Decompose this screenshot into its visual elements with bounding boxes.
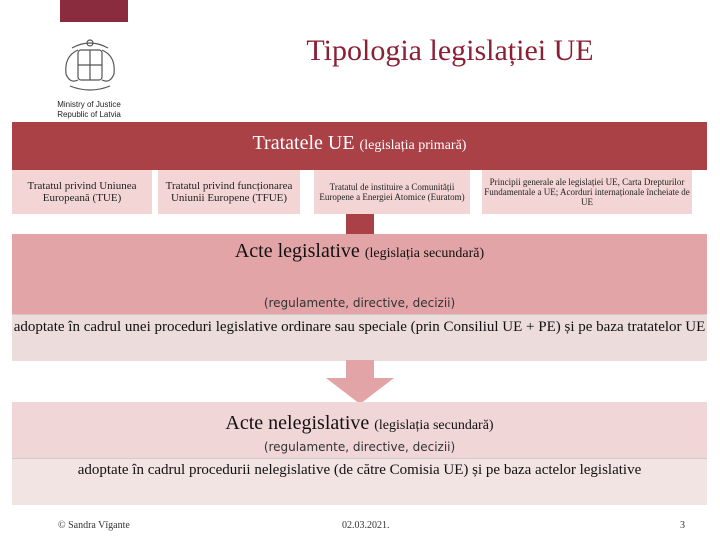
nonlegislative-description: adoptate în cadrul procedurii nelegislative (de către Comisia UE) și pe baza actelor legislative <box>77 462 642 478</box>
down-arrow-shaft-1 <box>346 214 374 234</box>
org-line-2: Republic of Latvia <box>57 110 121 119</box>
treaty-box-label: Principii generale ale legislației UE, Carta Drepturilor Fundamentale a UE; Acorduri internaționale încheiate de UE <box>484 177 690 207</box>
treaty-box-label: Tratatul privind funcționarea Uniunii Europene (TFUE) <box>165 180 293 204</box>
primary-legislation-heading <box>12 132 707 155</box>
legislative-acts-heading <box>12 240 707 263</box>
primary-subtitle: (legislația primară) <box>359 138 467 153</box>
treaty-box-label: Tratatul de instituire a Comunității Europene a Energiei Atomice (Euratom) <box>319 182 465 202</box>
treaty-box-principles <box>482 170 692 214</box>
nonlegislative-types: (regulamente, directive, decizii) <box>263 440 456 454</box>
primary-title: Tratatele UE <box>252 132 355 154</box>
nonlegislative-title: Acte nelegislative <box>225 412 370 434</box>
organization-name <box>34 100 144 120</box>
treaty-box-tfue <box>158 170 300 214</box>
page-title: Tipologia legislației UE <box>306 34 594 67</box>
down-arrow-shaft-2 <box>346 360 374 378</box>
legislative-subtitle: (legislația secundară) <box>364 246 485 261</box>
legislative-types: (regulamente, directive, decizii) <box>263 296 456 310</box>
legislative-title: Acte legislative <box>234 240 360 262</box>
org-line-1: Ministry of Justice <box>57 100 121 109</box>
down-arrow-icon-2 <box>326 378 394 404</box>
treaty-box-label: Tratatul privind Uniunea Europeană (TUE) <box>27 180 137 204</box>
treaty-box-euratom <box>314 170 470 214</box>
nonlegislative-subtitle: (legislația secundară) <box>374 418 494 433</box>
footer-date: 02.03.2021. <box>342 520 390 531</box>
nonlegislative-acts-heading <box>12 412 707 435</box>
page-number: 3 <box>680 520 685 531</box>
top-accent-bar <box>60 0 128 22</box>
treaty-box-tue <box>12 170 152 214</box>
legislative-description: adoptate în cadrul unei proceduri legislative ordinare sau speciale (prin Consiliul UE + PE) și pe baza tratatelor UE <box>13 319 706 335</box>
footer-author: © Sandra Vīgante <box>58 520 130 531</box>
